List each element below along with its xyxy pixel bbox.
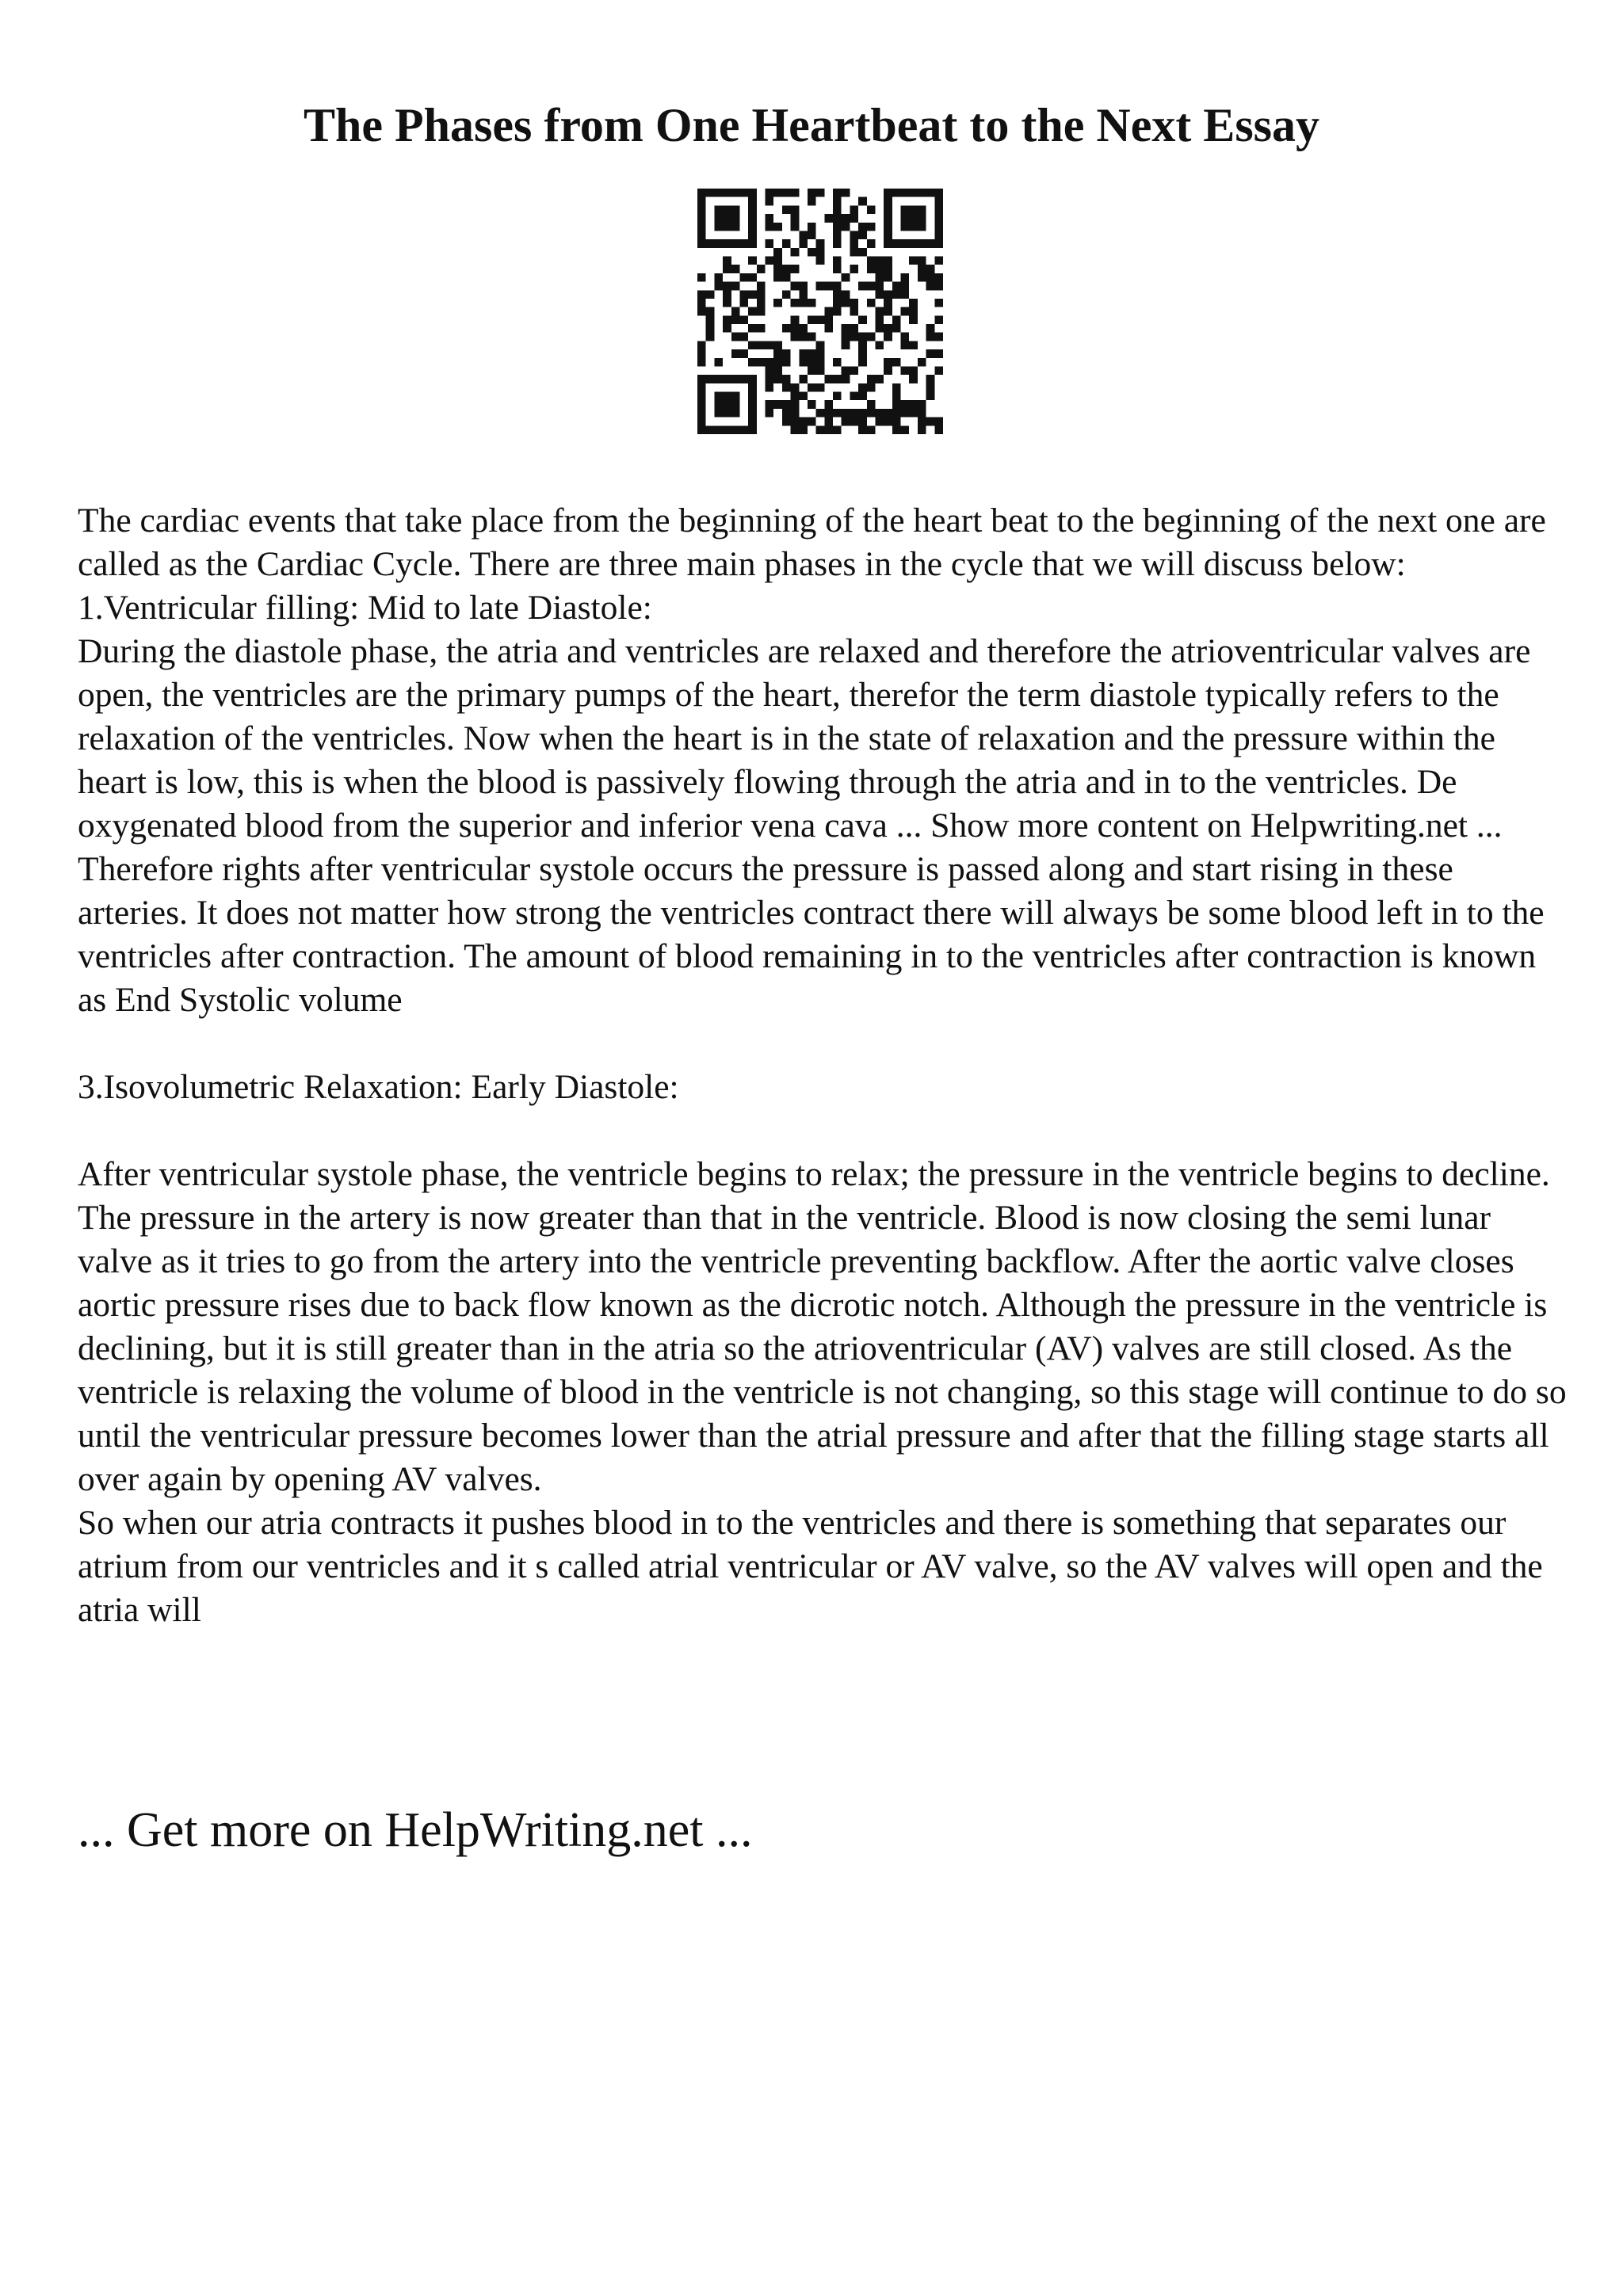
qr-code-icon[interactable] <box>697 189 943 434</box>
paragraph-intro: The cardiac events that take place from the beginning of the heart beat to the beginning of the next one are called as the Cardiac Cycle. There are three main phases in the cycle that we will discuss below: <box>78 502 1546 583</box>
paragraph-spacer <box>78 1022 1568 1066</box>
paragraph-spacer <box>78 1109 1568 1153</box>
section-heading-ventricular-filling: 1.Ventricular filling: Mid to late Diastole: <box>78 589 652 627</box>
get-more-link[interactable]: ... Get more on HelpWriting.net ... <box>78 1803 753 1857</box>
essay-body <box>78 499 1568 1632</box>
paragraph-end-systolic-volume: Therefore rights after ventricular systole occurs the pressure is passed along and start rising in these arteries. It does not matter how strong the ventricles contract there will always be some blood left in to the ventricles after contraction. The amount of blood remaining in to the ventricles after contraction is known as End Systolic volume <box>78 850 1545 1019</box>
section-heading-isovolumetric-relaxation: 3.Isovolumetric Relaxation: Early Diastole: <box>78 1068 679 1106</box>
page-title: The Phases from One Heartbeat to the Next Essay <box>303 99 1320 151</box>
paragraph-av-valve: So when our atria contracts it pushes blood in to the ventricles and there is something that separates our atrium from our ventricles and it s called atrial ventricular or AV valve, so the AV valves will open and the atria will <box>78 1504 1543 1629</box>
paragraph-diastole: During the diastole phase, the atria and ventricles are relaxed and therefore the atrioventricular valves are open, the ventricles are the primary pumps of the heart, therefor the term diastole typically refers to the relaxation of the ventricles. Now when the heart is in the state of relaxation and the pressure within the heart is low, this is when the blood is passively flowing through the atria and in to the ventricles. De oxygenated blood from the superior and inferior vena cava ... Show more content on Helpwriting.net ... <box>78 632 1531 845</box>
qr-code-graphic <box>697 189 943 434</box>
paragraph-relaxation: After ventricular systole phase, the ventricle begins to relax; the pressure in the ventricle begins to decline. The pressure in the artery is now greater than that in the ventricle. Blood is now closing the semi lunar valve as it tries to go from the artery into the ventricle preventing backflow. After the aortic valve closes aortic pressure rises due to back flow known as the dicrotic notch. Although the pressure in the ventricle is declining, but it is still greater than in the atria so the atrioventricular (AV) valves are still closed. As the ventricle is relaxing the volume of blood in the ventricle is not changing, so this stage will continue to do so until the ventricular pressure becomes lower than the atrial pressure and after that the filling stage starts all over again by opening AV valves. <box>78 1155 1567 1498</box>
